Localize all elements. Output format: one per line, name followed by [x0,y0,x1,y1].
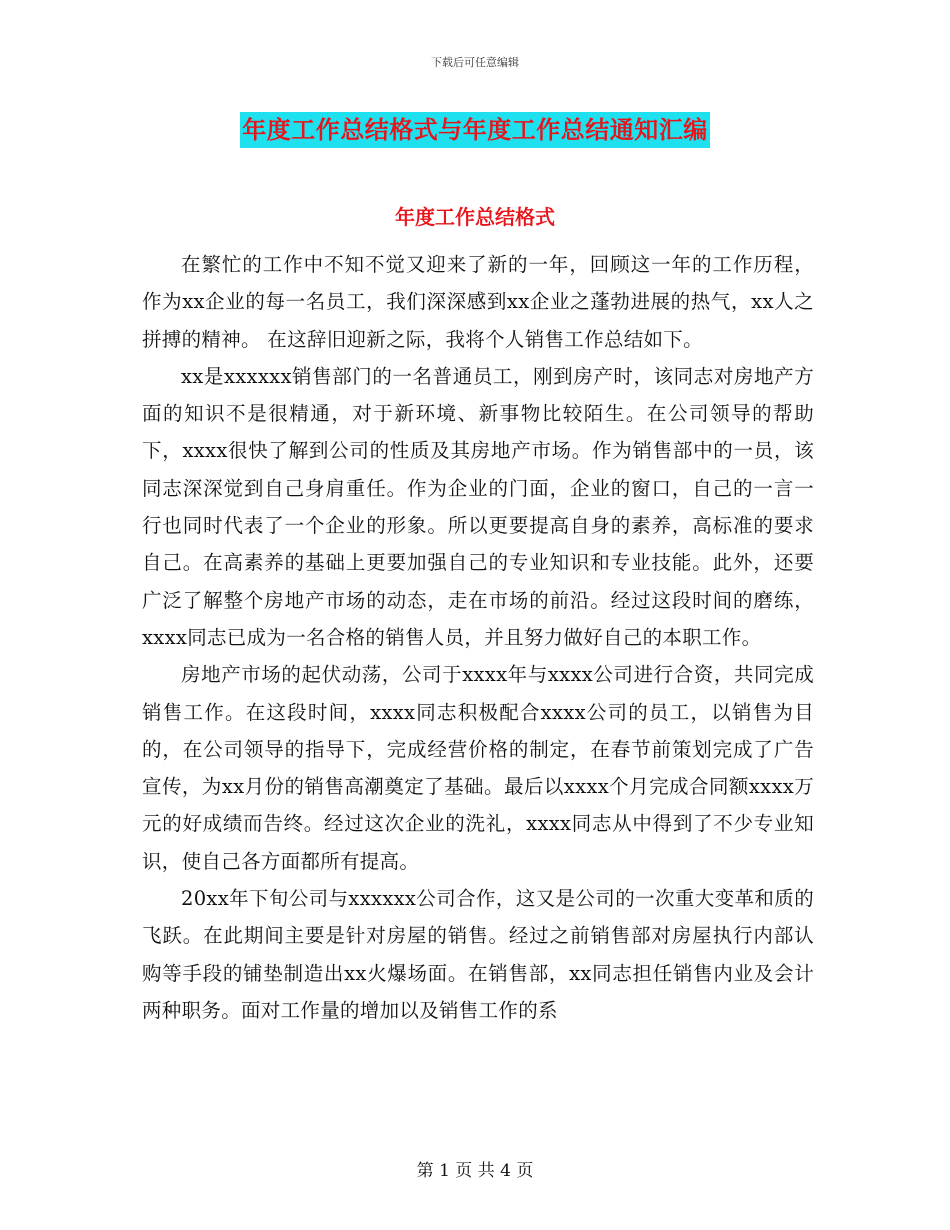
body-paragraph: 20xx年下旬公司与xxxxxx公司合作，这又是公司的一次重大变革和质的飞跃。在此期间主要是针对房屋的销售。经过之前销售部对房屋执行内部认购等手段的铺垫制造出xx火爆场面。在销售部，xx同志担任销售内业及会计两种职务。面对工作量的增加以及销售工作的系 [142,887,814,1022]
document-title [0,112,950,148]
page-number-footer: 第 1 页 共 4 页 [416,1161,534,1181]
header-note: 下载后可任意编辑 [431,56,519,69]
body-paragraph: xx是xxxxxx销售部门的一名普通员工，刚到房产时，该同志对房地产方面的知识不是很精通，对于新环境、新事物比较陌生。在公司领导的帮助下，xxxx很快了解到公司的性质及其房地产市场。作为销售部中的一员，该同志深深觉到自己身肩重任。作为企业的门面，企业的窗口，自己的一言一行也同时代表了一个企业的形象。所以更要提高自身的素养，高标准的要求自己。在高素养的基础上更要加强自己的专业知识和专业技能。此外，还要广泛了解整个房地产市场的动态，走在市场的前沿。经过这段时间的磨练，xxxx同志已成为一名合格的销售人员，并且努力做好自己的本职工作。 [142,364,814,649]
section-title: 年度工作总结格式 [395,205,555,229]
body-paragraph: 在繁忙的工作中不知不觉又迎来了新的一年，回顾这一年的工作历程，作为xx企业的每一名员工，我们深深感到xx企业之蓬勃进展的热气，xx人之拼搏的精神。 在这辞旧迎新之际，我将个人销售工作总结如下。 [142,253,814,351]
document-body [142,246,814,1029]
document-title-text: 年度工作总结格式与年度工作总结通知汇编 [240,112,710,148]
body-paragraph: 房地产市场的起伏动荡，公司于xxxx年与xxxx公司进行合资，共同完成销售工作。在这段时间，xxxx同志积极配合xxxx公司的员工，以销售为目的，在公司领导的指导下，完成经营价格的制定，在春节前策划完成了广告宣传，为xx月份的销售高潮奠定了基础。最后以xxxx个月完成合同额xxxx万元的好成绩而告终。经过这次企业的洗礼，xxxx同志从中得到了不少专业知识，使自己各方面都所有提高。 [142,663,814,873]
